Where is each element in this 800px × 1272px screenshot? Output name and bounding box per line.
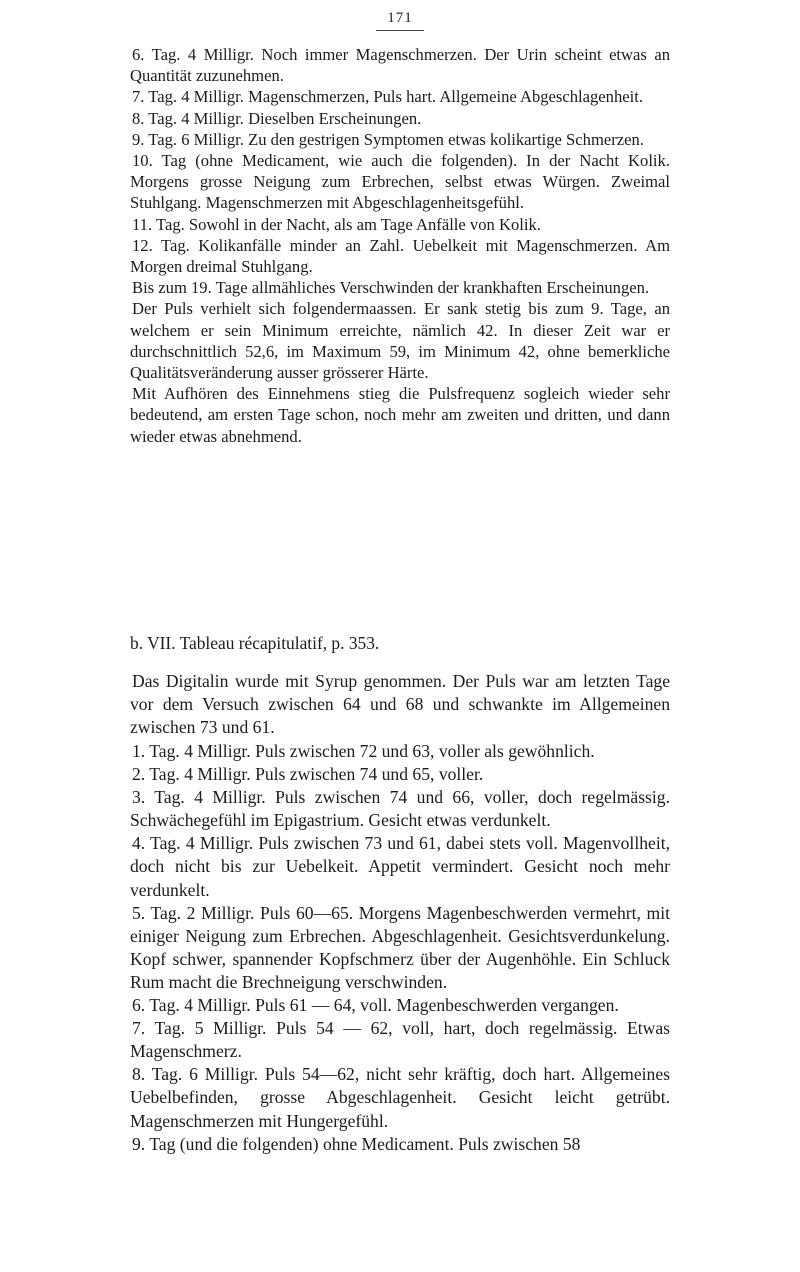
- paragraph: 9. Tag (und die folgenden) ohne Medicament. Puls zwischen 58: [132, 1133, 581, 1154]
- page-number: 171: [387, 10, 413, 26]
- paragraph: 7. Tag. 5 Milligr. Puls 54 — 62, voll, hart, doch regelmässig. Etwas Magenschmerz.: [130, 1018, 670, 1062]
- paragraph: 8. Tag. 4 Milligr. Dieselben Erscheinungen.: [132, 108, 422, 128]
- protocol-part-2: [130, 740, 670, 1156]
- paragraph: 8. Tag. 6 Milligr. Puls 54—62, nicht sehr kräftig, doch hart. Allgemeines Uebelbefinden, grosse Abgeschlagenheit. Gesicht leicht getrübt. Magenschmerzen mit Hungergefühl.: [130, 1064, 670, 1131]
- paragraph: 6. Tag. 4 Milligr. Noch immer Magenschmerzen. Der Urin scheint etwas an Quantität zuzunehmen.: [130, 45, 670, 86]
- paragraph: 10. Tag (ohne Medicament, wie auch die folgenden). In der Nacht Kolik. Morgens grosse Neigung zum Erbrechen, selbst etwas Würgen. Zweimal Stuhlgang. Magenschmerzen mit Abgeschlagenheitsgefühl.: [130, 151, 670, 213]
- paragraph: 3. Tag. 4 Milligr. Puls zwischen 74 und 66, voller, doch regelmässig. Schwächegefühl im Epigastrium. Gesicht etwas verdunkelt.: [130, 787, 670, 831]
- paragraph: 9. Tag. 6 Milligr. Zu den gestrigen Symptomen etwas kolikartige Schmerzen.: [132, 129, 644, 149]
- paragraph: 7. Tag. 4 Milligr. Magenschmerzen, Puls hart. Allgemeine Abgeschlagenheit.: [132, 87, 643, 107]
- page-number-rule: [376, 30, 424, 31]
- paragraph: 12. Tag. Kolikanfälle minder an Zahl. Uebelkeit mit Magenschmerzen. Am Morgen dreimal Stuhlgang.: [130, 235, 670, 277]
- protocol-part-1: [130, 44, 670, 447]
- paragraph: 4. Tag. 4 Milligr. Puls zwischen 73 und 61, dabei stets voll. Magenvollheit, doch nicht bis zur Uebelkeit. Appetit vermindert. Gesicht noch mehr verdunkelt.: [130, 833, 670, 900]
- paragraph: 2. Tag. 4 Milligr. Puls zwischen 74 und 65, voller.: [132, 764, 484, 785]
- paragraph: 6. Tag. 4 Milligr. Puls 61 — 64, voll. Magenbeschwerden vergangen.: [132, 995, 619, 1016]
- document-page: [130, 0, 670, 1272]
- paragraph: Mit Aufhören des Einnehmens stieg die Pulsfrequenz sogleich wieder sehr bedeutend, am ersten Tage schon, noch mehr am zweiten und dritten, und dann wieder etwas abnehmend.: [130, 384, 670, 446]
- paragraph: 5. Tag. 2 Milligr. Puls 60—65. Morgens Magenbeschwerden vermehrt, mit einiger Neigung zum Erbrechen. Abgeschlagenheit. Gesichtsverdunkelung. Kopf schwer, spannender Kopfschmerz über der Augenhöhle. Ein Schluck Rum macht die Brechneigung verschwinden.: [130, 902, 670, 992]
- paragraph: Das Digitalin wurde mit Syrup genommen. Der Puls war am letzten Tage vor dem Versuch zwischen 64 und 68 und schwankte im Allgemeinen zwischen 73 und 61.: [130, 671, 670, 738]
- paragraph: 1. Tag. 4 Milligr. Puls zwischen 72 und 63, voller als gewöhnlich.: [132, 741, 595, 761]
- paragraph: 11. Tag. Sowohl in der Nacht, als am Tage Anfälle von Kolik.: [132, 214, 541, 234]
- protocol-intro: [130, 670, 670, 740]
- paragraph: Der Puls verhielt sich folgendermaassen. Er sank stetig bis zum 9. Tage, an welchem er sein Minimum erreichte, nämlich 42. In dieser Zeit war er durchschnittlich 52,6, im Maximum 59, im Minimum 42, ohne bemerkliche Qualitätsveränderung ausser grösserer Härte.: [130, 299, 670, 383]
- paragraph: Bis zum 19. Tage allmähliches Verschwinden der krankhaften Erscheinungen.: [132, 278, 650, 298]
- section-heading: b. VII. Tableau récapitulatif, p. 353.: [130, 633, 380, 653]
